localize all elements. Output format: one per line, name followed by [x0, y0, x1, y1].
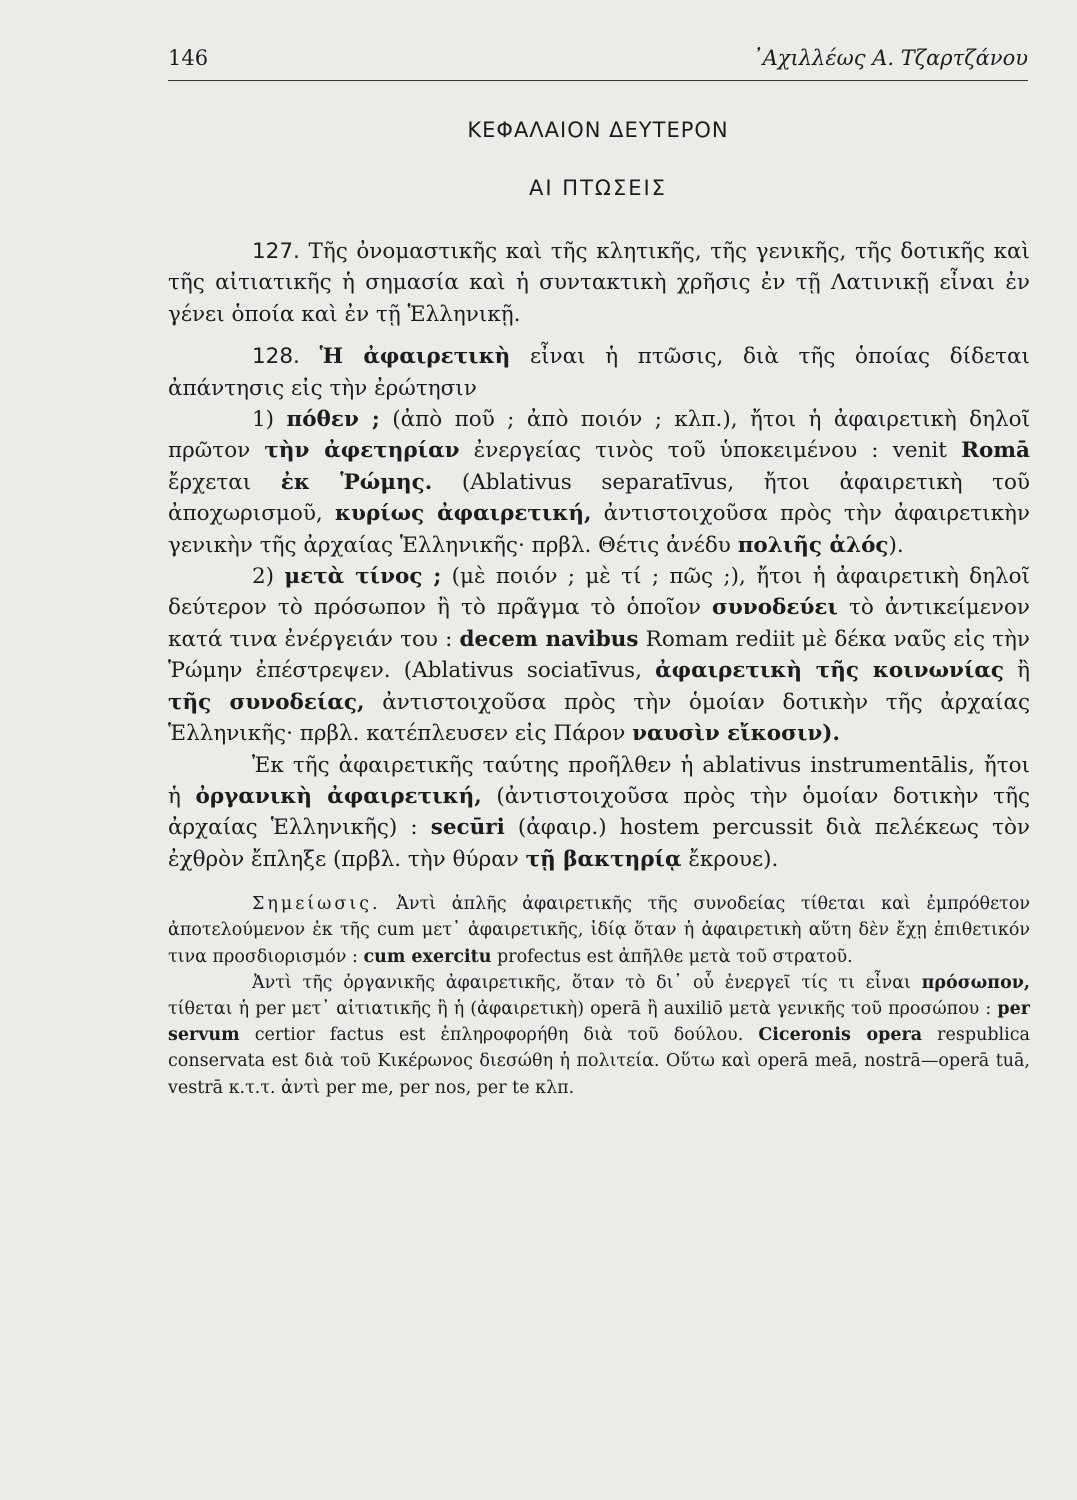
note-2: [168, 970, 1030, 1101]
main-text: [168, 236, 1030, 1101]
bold-run: ναυσὶν εἴκοσιν).: [632, 721, 840, 747]
paragraph-number: 128.: [252, 344, 300, 370]
text-run: ).: [888, 532, 904, 558]
bold-run: secūri: [430, 815, 505, 841]
text-run: ἔκρουε).: [681, 846, 779, 872]
page-header: [168, 40, 1028, 80]
text-run: (ἀντιστοιχοῦσα πρὸς τὴν ὁμοίαν δοτικὴν τῆς ἀρχαίας Ἑλληνικῆς) :: [168, 783, 1031, 841]
paragraph-instrumentalis: [168, 750, 1030, 876]
text-run: τὸ ἀντικείμενον κατά τινα ἐνέργειάν του :: [168, 595, 1030, 652]
text-run: Ἐκ τῆς ἀφαιρετικῆς ταύτης προῆλθεν ἡ ablativus instrumentālis, ἤτοι ἡ: [168, 752, 1030, 809]
bold-run: decem navibus: [459, 626, 639, 652]
paragraph-128: [168, 341, 1030, 404]
item-number: 1): [252, 407, 287, 433]
text-run: ἀντιστοιχοῦσα πρὸς τὴν ὁμοίαν δοτικὴν τῆς ἀρχαίας Ἑλληνικῆς· πρβλ. κατέπλευσεν εἰς Πάρον: [168, 689, 1031, 747]
text-run: ἢ: [1003, 658, 1031, 684]
question-bold: μετὰ τίνος ;: [284, 564, 442, 590]
bold-run: Romā: [961, 438, 1030, 464]
notes: [168, 891, 1030, 1101]
bold-run: πρόσωπον,: [921, 972, 1030, 993]
bold-run: ἐκ Ῥώμης.: [280, 469, 433, 495]
text-run: Ἀντὶ τῆς ὀργανικῆς ἀφαιρετικῆς, ὅταν τὸ δι᾽ οὗ ἐνεργεῖ τίς τι εἶναι: [252, 972, 922, 993]
note-label: Σημείωσις.: [252, 894, 381, 915]
text-run: τίθεται ἡ per μετ᾽ αἰτιατικῆς ἢ ἡ (ἀφαιρετικὴ) operā ἢ auxiliō μετὰ γενικῆς τοῦ προσώπου :: [168, 998, 998, 1019]
item-number: 2): [252, 564, 285, 590]
text-run: certior factus est ἐπληροφορήθη διὰ τοῦ δούλου.: [239, 1025, 759, 1046]
bold-run: ὀργανικὴ ἀφαιρετική,: [195, 783, 482, 809]
bold-run: Ciceronis opera: [758, 1025, 923, 1046]
bold-run: κυρίως ἀφαιρετική,: [334, 501, 592, 527]
text-run: (ἀφαιρ.) hostem percussit διὰ πελέκεως τὸν ἐχθρὸν ἔπληξε (πρβλ. τὴν θύραν: [168, 815, 1030, 872]
subsection-2: [168, 561, 1030, 749]
text-run: respublica conservata est διὰ τοῦ Κικέρωνος διεσώθη ἡ πολιτεία. Οὕτω καὶ operā meā, nostrā—operā tuā, vestrā κ.τ.τ. ἀντὶ per me, per nos, per te κλπ.: [168, 1025, 1030, 1098]
paragraph-number: 127.: [252, 239, 300, 264]
running-head: ᾿Αχιλλέως Α. Τζαρτζάνου: [752, 46, 1028, 70]
text-run: ἐνεργείας τινὸς τοῦ ὑποκειμένου : venit: [459, 438, 962, 464]
paragraph-text: Τῆς ὀνομαστικῆς καὶ τῆς κλητικῆς, τῆς γενικῆς, τῆς δοτικῆς καὶ τῆς αἰτιατικῆς ἡ σημασία καὶ ἡ συντακτικὴ χρῆσις ἐν τῇ Λατινικῇ εἶναι ἐν γένει ὁποία καὶ ἐν τῇ Ἑλληνικῇ.: [168, 239, 1030, 327]
paragraph-127: [168, 236, 1030, 330]
paragraph-text: εἶναι ἡ πτῶσις, διὰ τῆς ὁποίας δίδεται ἀπάντησις εἰς τὴν ἐρώτησιν: [168, 344, 1030, 401]
chapter-title: ΚΕΦΑΛΑΙΟΝ ΔΕΥΤΕΡΟΝ: [467, 118, 729, 142]
bold-run: per servum: [168, 998, 1030, 1046]
page-number: 146: [168, 46, 209, 70]
bold-run: τὴν ἀφετηρίαν: [264, 438, 460, 464]
term-bold: Ἡ ἀφαιρετικὴ: [319, 344, 511, 370]
subsection-1: [168, 404, 1030, 561]
question-bold: πόθεν ;: [286, 407, 380, 433]
bold-run: τῇ βακτηρίᾳ: [525, 846, 682, 872]
bold-run: cum exercitu: [363, 946, 492, 967]
text-run: (ἀπὸ ποῦ ; ἀπὸ ποιόν ; κλπ.), ἤτοι ἡ ἀφαιρετικὴ δηλοῖ πρῶτον: [168, 407, 1030, 464]
text-run: ἔρχεται: [168, 469, 281, 495]
text-run: ἀντιστοιχοῦσα πρὸς τὴν ἀφαιρετικὴν γενικὴν τῆς ἀρχαίας Ἑλληνικῆς· πρβλ. Θέτις ἀνέδυ: [168, 501, 1030, 558]
section-title: ΑΙ ΠΤΩΣΕΙΣ: [529, 176, 667, 200]
note-1: [168, 891, 1030, 970]
header-rule: [168, 80, 1028, 81]
bold-run: πολιῆς ἁλός: [737, 532, 889, 558]
text-run: Romam rediit μὲ δέκα ναῦς εἰς τὴν Ῥώμην ἐπέστρεψεν. (Ablativus sociatīvus,: [168, 626, 1030, 684]
bold-run: ἀφαιρετικὴ τῆς κοινωνίας: [655, 658, 1004, 684]
bold-run: συνοδεύει: [712, 595, 838, 621]
text-run: profectus est ἀπῆλθε μετὰ τοῦ στρατοῦ.: [491, 946, 853, 967]
text-run: Ἀντὶ ἁπλῆς ἀφαιρετικῆς τῆς συνοδείας τίθεται καὶ ἐμπρόθετον ἀποτελούμενον ἐκ τῆς cum μετ᾽ ἀφαιρετικῆς, ἰδίᾳ ὅταν ἡ ἀφαιρετικὴ αὕτη δὲν ἔχῃ ἐπιθετικόν τινα προσδιορισμόν :: [168, 894, 1030, 967]
bold-run: τῆς συνοδείας,: [168, 689, 365, 715]
text-run: (Ablativus separatīvus, ἤτοι ἀφαιρετικὴ τοῦ ἀποχωρισμοῦ,: [168, 469, 1030, 527]
text-run: (μὲ ποιόν ; μὲ τί ; πῶς ;), ἤτοι ἡ ἀφαιρετικὴ δηλοῖ δεύτερον τὸ πρόσωπον ἢ τὸ πρᾶγμα τὸ ὁποῖον: [168, 564, 1030, 621]
